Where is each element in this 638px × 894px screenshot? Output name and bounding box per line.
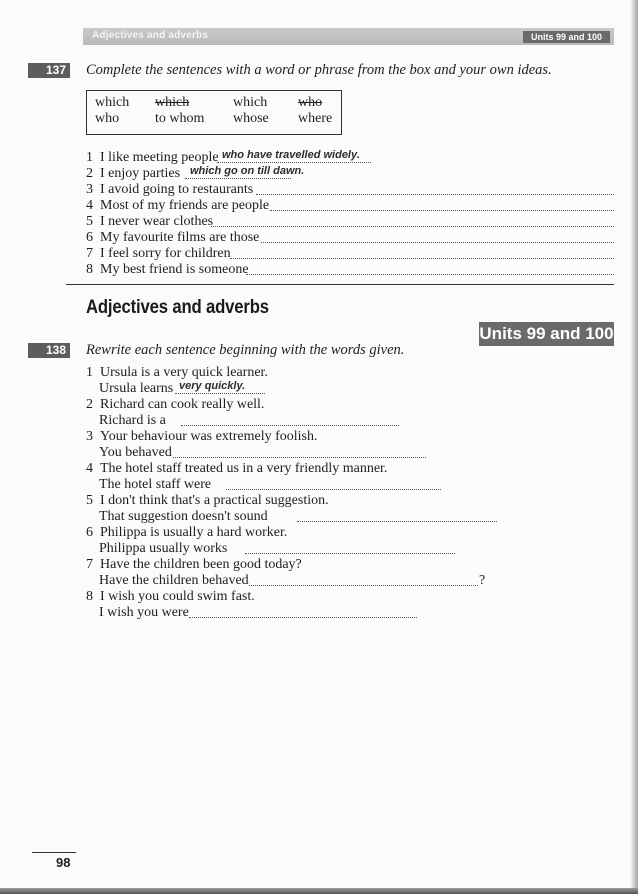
exercise-138-item: [86, 589, 255, 605]
rewrite-prompt: Richard is a: [99, 413, 166, 428]
rewrite-prompt: You behaved: [99, 445, 172, 460]
item-sentence: Richard can cook really well.: [100, 397, 265, 412]
item-number: 5: [86, 493, 93, 508]
answer-line[interactable]: [249, 585, 478, 586]
section-title: Adjectives and adverbs: [86, 297, 269, 318]
footer-rule: [32, 852, 76, 853]
answer-text: who have travelled widely.: [222, 149, 360, 161]
item-text: I feel sorry for children: [100, 246, 231, 261]
item-number: 5: [86, 214, 93, 229]
box-word-used: who: [298, 95, 323, 110]
exercise-137-item: [86, 262, 614, 278]
item-text: My best friend is someone: [100, 262, 249, 277]
answer-line[interactable]: [245, 553, 455, 554]
box-word: which: [233, 95, 268, 110]
page-number: 98: [56, 855, 71, 870]
item-number: 4: [86, 461, 93, 476]
item-text: I like meeting people: [100, 150, 219, 165]
exercise-137-item: [86, 165, 305, 182]
item-number: 1: [86, 365, 93, 380]
box-word-used: which: [155, 95, 190, 110]
box-word: whose: [233, 111, 269, 126]
header-topic: Adjectives and adverbs: [92, 30, 209, 41]
rewrite-line: [99, 413, 399, 429]
exercise-137-item: [86, 246, 614, 262]
header-units: Units 99 and 100: [523, 31, 610, 43]
item-number: 2: [86, 166, 93, 181]
box-word: to whom: [155, 111, 205, 126]
rewrite-prompt: Ursula learns: [99, 381, 174, 396]
item-text: Most of my friends are people: [100, 198, 270, 213]
answer-line[interactable]: [181, 425, 399, 426]
exercise-138-item: [86, 461, 387, 477]
answer-line[interactable]: [226, 489, 441, 490]
item-number: 3: [86, 429, 93, 444]
rewrite-line: [99, 477, 441, 493]
exercise-137-item: [86, 214, 614, 230]
page-edge-shadow: [630, 0, 638, 894]
answer-line[interactable]: [230, 258, 614, 259]
exercise-138-item: [86, 525, 287, 541]
exercise-138-item: [86, 429, 318, 445]
exercise-138-item: [86, 365, 268, 381]
rewrite-line: [99, 445, 426, 461]
item-text: I avoid going to restaurants: [100, 182, 254, 197]
item-number: 8: [86, 262, 93, 277]
answer-line[interactable]: [175, 393, 265, 394]
question-mark: ?: [479, 573, 486, 588]
word-box: [86, 90, 342, 135]
item-number: 8: [86, 589, 93, 604]
rewrite-line: [99, 573, 487, 589]
item-text: My favourite films are those: [100, 230, 260, 245]
answer-line[interactable]: [185, 178, 291, 179]
exercise-138-number: 138: [28, 343, 70, 358]
answer-line[interactable]: [256, 194, 614, 195]
exercise-137-item: [86, 198, 614, 214]
answer-line[interactable]: [217, 162, 371, 163]
item-number: 7: [86, 557, 93, 572]
item-number: 1: [86, 150, 93, 165]
exercise-138-item: [86, 557, 302, 573]
exercise-137-instruction: Complete the sentences with a word or phrase from the box and your own ideas.: [86, 62, 552, 78]
rewrite-line: [99, 509, 497, 525]
answer-line[interactable]: [246, 274, 614, 275]
answer-text: which go on till dawn.: [190, 165, 305, 177]
item-sentence: Your behaviour was extremely foolish.: [100, 429, 318, 444]
rewrite-line: [99, 541, 455, 557]
page-bottom-edge: [0, 888, 638, 894]
rewrite-prompt: Have the children behaved: [99, 573, 249, 588]
exercise-137-number: 137: [28, 63, 70, 78]
item-sentence: I don't think that's a practical suggestion.: [100, 493, 329, 508]
item-text: I enjoy parties: [100, 166, 181, 181]
answer-line[interactable]: [173, 457, 426, 458]
item-sentence: Ursula is a very quick learner.: [100, 365, 268, 380]
rewrite-line: [99, 605, 417, 621]
answer-line[interactable]: [261, 242, 614, 243]
answer-line[interactable]: [211, 226, 614, 227]
exercise-137-item: [86, 182, 614, 198]
box-word: which: [95, 95, 130, 110]
item-number: 3: [86, 182, 93, 197]
item-number: 7: [86, 246, 93, 261]
item-sentence: Have the children been good today?: [100, 557, 302, 572]
rewrite-prompt: Philippa usually works: [99, 541, 228, 556]
exercise-138-item: [86, 397, 264, 413]
answer-line[interactable]: [189, 617, 417, 618]
exercise-138-item: [86, 493, 329, 509]
exercise-138-instruction: Rewrite each sentence beginning with the words given.: [86, 342, 405, 358]
answer-line[interactable]: [270, 210, 614, 211]
item-number: 2: [86, 397, 93, 412]
units-badge: Units 99 and 100: [479, 322, 614, 346]
exercise-137-item: [86, 230, 614, 246]
item-number: 6: [86, 230, 93, 245]
exercise-137-item: [86, 150, 372, 166]
item-sentence: Philippa is usually a hard worker.: [100, 525, 288, 540]
rewrite-prompt: That suggestion doesn't sound: [99, 509, 268, 524]
box-word: who: [95, 111, 120, 126]
rewrite-prompt: The hotel staff were: [99, 477, 212, 492]
answer-text: very quickly.: [179, 380, 246, 392]
rewrite-prompt: I wish you were: [99, 605, 189, 620]
item-number: 6: [86, 525, 93, 540]
running-header: [83, 28, 614, 45]
item-number: 4: [86, 198, 93, 213]
rewrite-line: [99, 381, 265, 397]
answer-line[interactable]: [297, 521, 497, 522]
item-text: I never wear clothes: [100, 214, 214, 229]
item-sentence: I wish you could swim fast.: [100, 589, 255, 604]
section-divider: [66, 284, 614, 285]
item-sentence: The hotel staff treated us in a very friendly manner.: [100, 461, 388, 476]
box-word: where: [298, 111, 333, 126]
